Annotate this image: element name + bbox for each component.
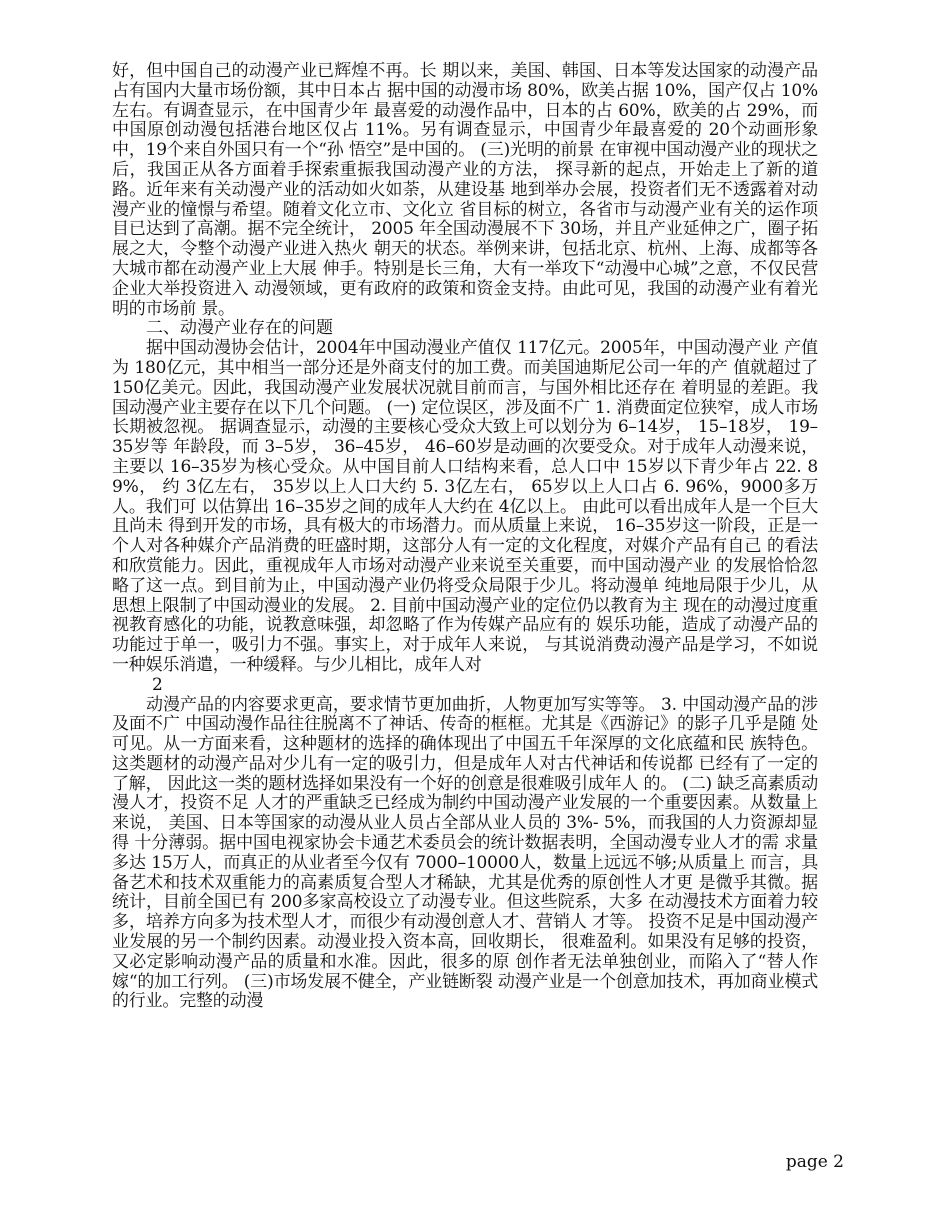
page-footer: page 2 xyxy=(785,1152,844,1172)
paragraph-intro: 好，但中国自己的动漫产业已辉煌不再。长 期以来，美国、韩国、日本等发达国家的动漫产品占有国内大量市场份额，其中日本占 据中国的动漫市场 80%，欧美占据 10%，国产仅占 10%左右。有调查显示，在中国青少年 最喜爱的动漫作品中，日本的占 60%，欧美的占 29%，而中国原创动漫包括港台地区仅占 11%。另有调查显示，中国青少年最喜爱的 20个动画形象中，19个来自外国只有一个“孙 悟空”是中国的。 (三)光明的前景 在审视中国动漫产业的现状之后，我国正从各方面着手探索重振我国动漫产业的方法， 探寻新的起点，开始走上了新的道路。近年来有关动漫产业的活动如火如荼，从建设基 地到举办会展，投资者们无不透露着对动漫产业的憧憬与希望。随着文化立市、文化立 省目标的树立，各省市与动漫产业有关的运作项目已达到了高潮。据不完全统计， 2005 年全国动漫展不下 30场，并且产业延伸之广，圈子拓展之大，令整个动漫产业进入热火 朝天的状态。举例来讲，包括北京、杭州、上海、成都等各大城市都在动漫产业上大展 伸手。特别是长三角，大有一举攻下“动漫中心城”之意，不仅民营企业大举投资进入 动漫领域，更有政府的政策和资金支持。由此可见，我国的动漫产业有着光明的市场前 景。 xyxy=(112,61,818,319)
section-heading: 二、动漫产业存在的问题 xyxy=(146,318,333,339)
inline-page-number: 2 xyxy=(152,674,163,695)
paragraph-problems: 据中国动漫协会估计，2004年中国动漫业产值仅 117亿元。2005年，中国动漫产业 产值为 180亿元，其中相当一部分还是外商支付的加工费。而美国迪斯尼公司一年的产 值就超过了 150亿美元。因此，我国动漫产业发展状况就目前而言，与国外相比还存在 着明显的差距。我国动漫产业主要存在以下几个问题。 (一) 定位误区，涉及面不广 1. 消费面定位狭窄，成人市场长期被忽视。 据调查显示，动漫的主要核心受众大致上可以划分为 6–14岁， 15–18岁， 19–35岁等 年龄段，而 3–5岁， 36–45岁， 46–60岁是动画的次要受众。对于成年人动漫来说，主要以 16–35岁为核心受众。从中国目前人口结构来看，总人口中 15岁以下青少年占 22. 89%， 约 3亿左右， 35岁以上人口大约 5. 3亿左右， 65岁以上人口占 6. 96%，9000多万人。我们可 以估算出 16–35岁之间的成年人大约在 4亿以上。 由此可以看出成年人是一个巨大且尚未 得到开发的市场，具有极大的市场潜力。而从质量上来说， 16–35岁这一阶段，正是一 个人对各种媒介产品消费的旺盛时期，这部分人有一定的文化程度，对媒介产品有自己 的看法和欣赏能力。因此，重视成年人市场对动漫产业来说至关重要，而中国动漫产业 的发展恰恰忽略了这一点。到目前为止，中国动漫产业仍将受众局限于少儿。将动漫单 纯地局限于少儿，从思想上限制了中国动漫业的发展。 2. 目前中国动漫产业的定位仍以教育为主 现在的动漫过度重视教育感化的功能，说教意味强，却忽略了作为传媒产品应有的 娱乐功能，造成了动漫产品的功能过于单一，吸引力不强。事实上，对于成年人来说， 与其说消费动漫产品是学习，不如说一种娱乐消遣，一种缓释。与少儿相比，成年人对 xyxy=(112,338,818,675)
paragraph-continuation: 动漫产品的内容要求更高，要求情节更加曲折，人物更加写实等等。 3. 中国动漫产品的涉及面不广 中国动漫作品往往脱离不了神话、传奇的框框。尤其是《西游记》的影子几乎是随 处可见。从一方面来看，这种题材的选择的确体现出了中国五千年深厚的文化底蕴和民 族特色。这类题材的动漫产品对少儿有一定的吸引力，但是成年人对古代神话和传说都 已经有了一定的了解， 因此这一类的题材选择如果没有一个好的创意是很难吸引成年人 的。 (二) 缺乏高素质动漫人才，投资不足 人才的严重缺乏已经成为制约中国动漫产业发展的一个重要因素。从数量上来说， 美国、日本等国家的动漫从业人员占全部从业人员的 3%- 5%，而我国的人力资源却显得 十分薄弱。据中国电视家协会卡通艺术委员会的统计数据表明，全国动漫专业人才的需 求量多达 15万人，而真正的从业者至今仅有 7000–10000人，数量上远远不够;从质量上 而言，具备艺术和技术双重能力的高素质复合型人才稀缺，尤其是优秀的原创性人才更 是微乎其微。据统计，目前全国已有 200多家高校设立了动漫专业。但这些院系，大多 在动漫技术方面着力较多，培养方向多为技术型人才，而很少有动漫创意人才、营销人 才等。 投资不足是中国动漫产业发展的另一个制约因素。动漫业投入资本高，回收期长， 很难盈利。如果没有足够的投资，又必定影响动漫产品的质量和水准。因此，很多的原 创作者无法单独创业，而陷入了“替人作嫁“的加工行列。 (三)市场发展不健全，产业链断裂 动漫产业是一个创意加技术，再加商业模式的行业。完整的动漫 xyxy=(112,694,818,1012)
document-body xyxy=(112,62,818,1012)
